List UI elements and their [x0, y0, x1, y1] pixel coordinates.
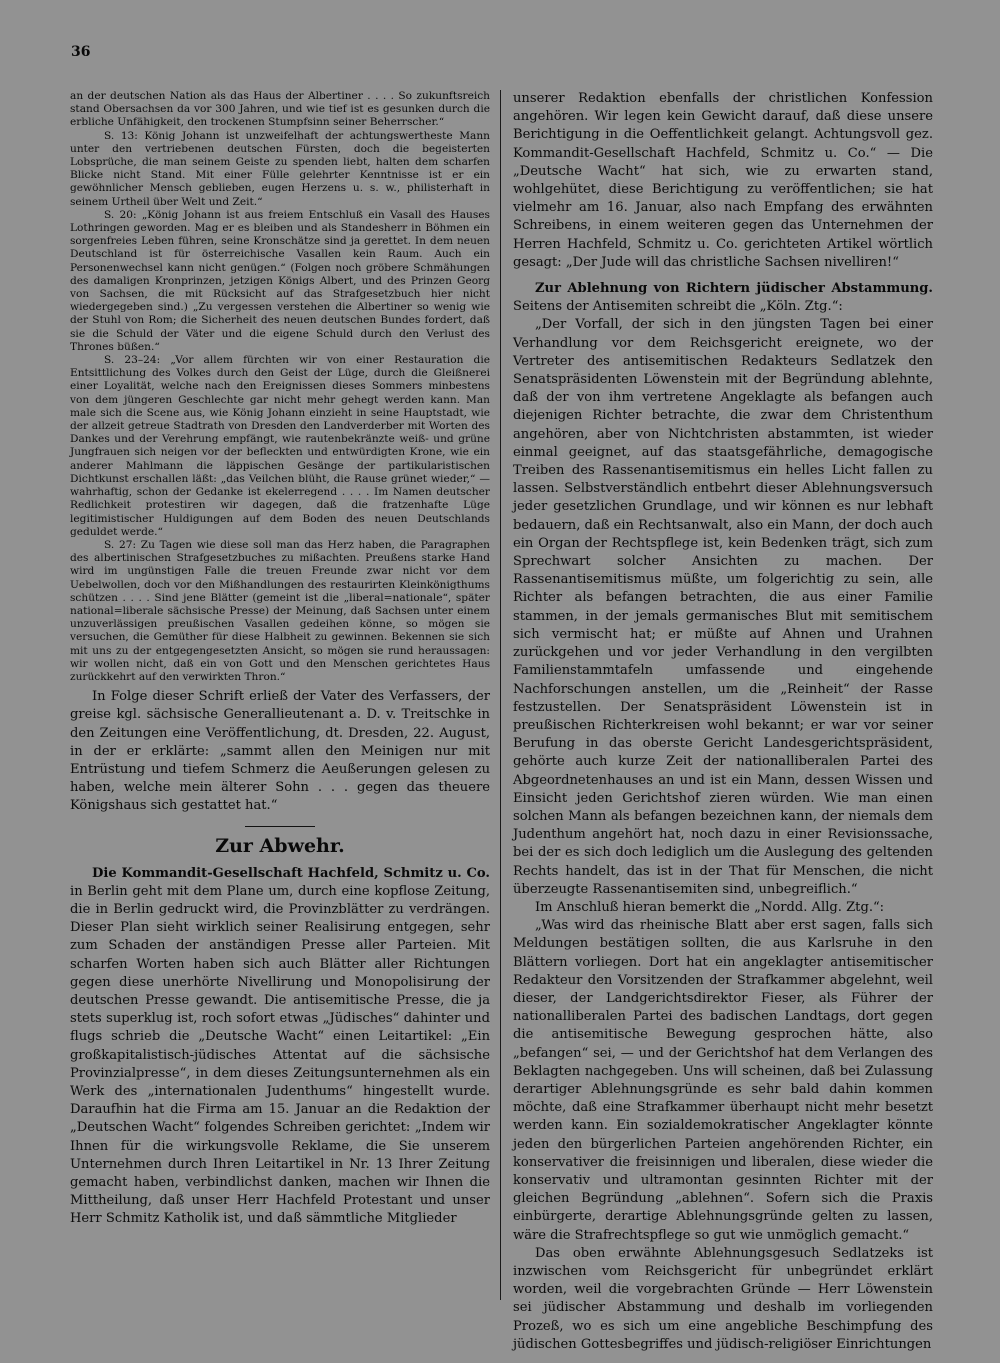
article-body: in Berlin geht mit dem Plane um, durch eine kopflose Zeitung, die in Berlin gedruckt wird, die Provinzblätter zu verdrängen. Dieser Plan sieht wirklich seiner Realisirung entgegen, sehr zum Schaden der anständigen Presse aller Parteien. Mit scharfen Worten haben sich auch Blätter aller Richtungen gegen diese unerhörte Nivellirung und Monopolisirung der deutschen Presse gewandt. Die antisemitische Presse, die ja stets superklug ist, roch sofort etwas „Jüdisches“ dahinter und flugs schrieb die „Deutsche Wacht“ einen Leitartikel: „Ein großkapitalistisch-jüdisches Attentat auf die sächsische Provinzialpresse“, in dem dieses Zeitungsunternehmen als ein Werk des „internationalen Judenthums“ hingestellt wurde. Daraufhin hat die Firma am 15. Januar an die Redaktion der „Deutschen Wacht“ folgendes Schreiben gerichtet: „Indem wir Ihnen für die wirkungsvolle Reklame, die Sie unserem Unternehmen durch Ihren Leitartikel in Nr. 13 Ihrer Zeitung gemacht haben, verbindlichst danken, machen wir Ihnen die Mittheilung, daß unser Herr Hachfeld Protestant und unser Herr Schmitz Katholik ist, und daß sämmtliche Mitglieder — [70, 883, 490, 1227]
abwehr-article — [70, 865, 490, 1229]
excerpt-paragraph: S. 23–24: „Vor allem fürchten wir von einer Restauration die Entsittlichung des Volkes durch den Geist der Lüge, durch die Gleißnerei einer Loyalität, welche nach den Ereignissen dieses Sommers minbestens von dem jüngeren Geschlechte gar nicht mehr gehegt werden kann. Man male sich die Scene aus, wie König Johann einzieht in seine Hauptstadt, wie der allzeit getreue Stadtrath von Dresden den Landverderber mit Worten des Dankes und der Verehrung empfängt, wie rautenbekränzte weiß- und grüne Jungfrauen sich neigen vor der befleckten und entwürdigten Krone, wie ein anderer Mahlmann die läppischen Gesänge der partikularistischen Dichtkunst erschallen läßt: „das Veilchen blüht, die Rause grünet wieder,“ — wahrhaftig, schon der Gedanke ist ekelerregend . . . . Im Namen deutscher Redlichkeit protestiren wir dagegen, daß die fratzenhafte Lüge legitimistischer Huldigungen auf dem Boden des neuen Deutschlands geduldet werde.“ — [70, 354, 490, 538]
page-number: 36 — [71, 44, 91, 60]
excerpt-paragraph: S. 20: „König Johann ist aus freiem Entschluß ein Vasall des Hauses Lothringen geworden. Mag er es bleiben und als Standesherr in Böhmen ein sorgenfreies Leben führen, seine Kronschätze sind ja gerettet. In dem neuen Deutschland ist für österreichische Vasallen kein Raum. Auch ein Personenwechsel kann nicht genügen.“ (Folgen noch gröbere Schmähungen des damaligen Kronprinzen, jetzigen Königs Albert, und des Prinzen Georg von Sachsen, die mit Rücksicht auf das Strafgesetzbuch hier nicht wiedergegeben sind.) „Zu vergessen verstehen die Albertiner so wenig wie der Stuhl von Rom; die Sicherheit des neuen deutschen Bundes fordert, daß sie die Schuld der Väter und die eigene Schuld durch den Verlust des Thrones büßen.“ — [70, 208, 490, 353]
right-column-text — [513, 90, 933, 1354]
body-paragraph: unserer Redaktion ebenfalls der christlichen Konfession angehören. Wir legen kein Gewicht darauf, daß diese unsere Berichtigung in die Oeffentlichkeit gelangt. Achtungsvoll gez. Kommandit-Gesellschaft Hachfeld, Schmitz u. Co.“ — Die „Deutsche Wacht“ hat sich, wie zu erwarten stand, wohlgehütet, diese Berichtigung zu veröffentlichen; sie hat vielmehr am 16. Januar, also nach Empfang des erwähnten Schreibens, in einem weiteren gegen das Unternehmen der Herren Hachfeld, Schmitz u. Co. gerichteten Artikel wörtlich gesagt: „Der Jude will das christliche Sachsen nivelliren!“ — [513, 91, 933, 270]
treitschke-excerpts — [70, 90, 490, 684]
article-heading: Zur Ablehnung von Richtern jüdischer Abstammung. — [535, 281, 933, 297]
article-intro: Seitens der Antisemiten schreibt die „Köln. Ztg.“: — [513, 299, 843, 315]
right-column — [513, 90, 933, 1354]
excerpt-paragraph: S. 13: König Johann ist unzweifelhaft der achtungswertheste Mann unter den vertriebenen deutschen Fürsten, doch die begeisterten Lobsprüche, die man seinem Geiste zu spenden liebt, halten dem scharfen Blicke nicht Stand. Mit einer Fülle gelehrter Kenntnisse ist er ein gewöhnlicher Mensch geblieben, eugen Herzens u. s. w., philisterhaft in seinem Urtheil über Welt und Zeit.“ — [70, 129, 490, 208]
section-divider — [245, 826, 315, 827]
treitschke-consequence — [70, 688, 490, 815]
quote-paragraph: „Der Vorfall, der sich in den jüngsten Tagen bei einer Verhandlung vor dem Reichsgericht ereignete, wo der Vertreter des antisemitischen Redakteurs Sedlatzek den Senatspräsidenten Löwenstein mit der Begründung ablehnte, daß der von ihm vertretene Angeklagte als befangen auch diejenigen Richter betrachte, die zwar dem Christenthum angehören, aber von Nichtchristen abstammten, ist wieder einmal geeignet, auf das staatsgefährliche, demagogische Treiben des Rassenantisemitismus ein helles Licht fallen zu lassen. Selbstverständlich entbehrt dieser Ablehnungsversuch jeder gesetzlichen Grundlage, und wir können es nur lebhaft bedauern, daß ein Rechtsanwalt, also ein Mann, der doch auch ein Organ der Rechtspflege ist, kein Bedenken trägt, sich zum Sprechwart solcher Ansichten zu machen. Der Rassenantisemitismus müßte, um folgerichtig zu sein, alle Richter als befangen betrachten, die aus einer Familie stammen, in der jemals germanisches Blut mit semitischem sich vermischt hat; er müßte auf Ahnen und Urahnen zurückgehen und vor jeder Verhandlung in den vergilbten Familienstammtafeln umfassende und eingehende Nachforschungen anstellen, um die „Reinheit“ der Rasse festzustellen. Der Senatspräsident Löwenstein ist in preußischen Richterkreisen wohl bekannt; er war vor seiner Berufung in das oberste Gericht Landesgerichtspräsident, gehörte auch kurze Zeit der nationalliberalen Partei des Abgeordnetenhauses an und ist ein Mann, dessen Wissen und Einsicht jeden Gerichtshof zieren würden. Wie man einen solchen Mann als befangen bezeichnen kann, der niemals dem Judenthum angehört hat, noch dazu in einer Revisionssache, bei der es sich doch lediglich um die Auslegung des geltenden Rechts handelt, das ist in der That für Menschen, die nicht überzeugte Rassenantisemiten sind, unbegreiflich.“ — [513, 317, 933, 897]
article-heading: Die Kommandit-Gesellschaft Hachfeld, Schmitz u. Co. — [92, 865, 490, 881]
quote-paragraph: „Was wird das rheinische Blatt aber erst sagen, falls sich Meldungen bestätigen sollten, die aus Karlsruhe in den Blättern vorliegen. Dort hat ein angeklagter antisemitischer Redakteur den Vorsitzenden der Strafkammer abgelehnt, weil dieser, der Landgerichtsdirektor Fieser, als Führer der nationalliberalen Partei des badischen Landtags, dort gegen die antisemitische Bewegung gesprochen hätte, also „befangen“ sei, — und der Gerichtshof hat dem Verlangen des Beklagten nachgegeben. Uns will scheinen, daß bei Zulassung derartiger Ablehnungsgründe es sehr bald dahin kommen möchte, daß eine Strafkammer überhaupt nicht mehr besetzt werden kann. Ein sozialdemokratischer Angeklagter könnte jeden den bürgerlichen Parteien angehörenden Richter, ein konservativer die freisinnigen und liberalen, diese wieder die konservativ und ultramontan gesinnten Richter mit der gleichen Begründung „ablehnen“. Sofern sich die Praxis einbürgerte, derartige Ablehnungsgründe gelten zu lassen, wäre die Strafrechtspflege so gut wie unmöglich gemacht.“ — [513, 918, 933, 1243]
body-paragraph: Im Anschluß hieran bemerkt die „Nordd. Allg. Ztg.“: — [535, 899, 885, 915]
column-divider — [500, 90, 501, 1300]
excerpt-paragraph: an der deutschen Nation als das Haus der Albertiner . . . . So zukunftsreich stand Obersachsen da vor 300 Jahren, und wie tief ist es gesunken durch die erbliche Unfähigkeit, den trockenen Stumpfsinn seiner Beherrscher.“ — [70, 90, 490, 129]
body-paragraph: Das oben erwähnte Ablehnungsgesuch Sedlatzeks ist inzwischen vom Reichsgericht für unbegründet erklärt worden, weil die vorgebrachten Gründe — Herr Löwenstein sei jüdischer Abstammung und deshalb im vorliegenden Prozeß, wo es sich um eine angebliche Beschimpfung des jüdischen Gottesbegriffes und jüdisch-religiöser Einrichtungen — [513, 1245, 933, 1352]
left-column — [70, 90, 490, 1229]
body-paragraph: In Folge dieser Schrift erließ der Vater des Verfassers, der greise kgl. sächsische Generallieutenant a. D. v. Treitschke in den Zeitungen eine Veröffentlichung, dt. Dresden, 22. August, in der er erklärte: „sammt allen den Meinigen nur mit Entrüstung und tiefem Schmerz die Aeußerungen gelesen zu haben, welche mein älterer Sohn . . . gegen das theuere Königshaus sich gestattet hat.“ — [70, 689, 490, 814]
section-title: Zur Abwehr. — [215, 834, 345, 857]
excerpt-paragraph: S. 27: Zu Tagen wie diese soll man das Herz haben, die Paragraphen des albertinischen Strafgesetzbuches zu mißachten. Preußens starke Hand wird im ungünstigen Falle die treuen Freunde zwar nicht vor dem Uebelwollen, doch vor den Mißhandlungen des restaurirten Kleinkönigthums schützen . . . . Sind jene Blätter (gemeint ist die „liberal=nationale“, später national=liberale sächsische Presse) der Meinung, daß Sachsen unter einem unzuverlässigen preußischen Vasallen gedeihen könne, so mögen sie versuchen, die Gemüther für diese Halbheit zu gewinnen. Bekennen sie sich mit uns zu der entgegengesetzten Ansicht, so mögen sie rund heraussagen: wir wollen nicht, daß ein von Gott und den Menschen gerichtetes Haus zurückkehrt auf den verwirkten Thron.“ — [70, 538, 490, 683]
